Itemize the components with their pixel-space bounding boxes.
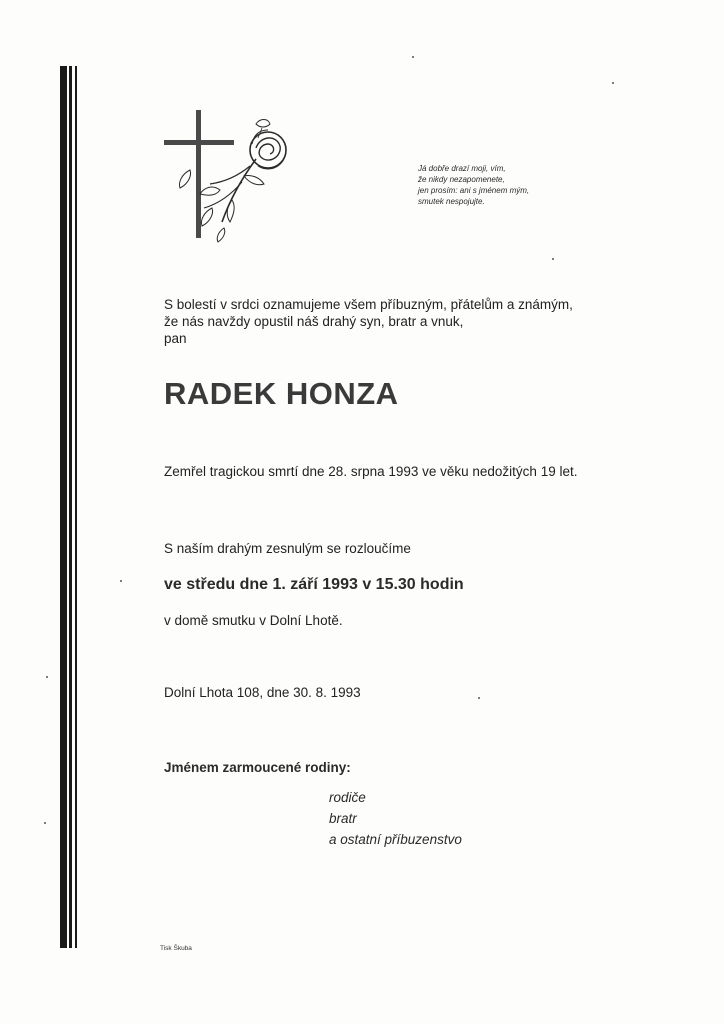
scan-speck — [120, 580, 122, 582]
farewell-intro: S naším drahým zesnulým se rozloučíme — [164, 541, 411, 556]
family-heading: Jménem zarmoucené rodiny: — [164, 760, 351, 775]
scan-speck — [552, 258, 554, 260]
mourning-border-thick — [60, 66, 67, 948]
mourning-border-thin — [75, 66, 77, 948]
farewell-place: v domě smutku v Dolní Lhotě. — [164, 613, 343, 628]
scan-speck — [46, 676, 48, 678]
printer-credit: Tisk Škuba — [160, 945, 192, 952]
deceased-name: RADEK HONZA — [164, 376, 399, 411]
intro-line: že nás navždy opustil náš drahý syn, bratr a vnuk, — [164, 314, 464, 329]
intro-line: pan — [164, 331, 187, 346]
mourning-border-medium — [69, 66, 72, 948]
family-members-list — [329, 787, 462, 850]
family-member: a ostatní příbuzenstvo — [329, 832, 462, 847]
scan-speck — [612, 82, 614, 84]
scan-speck — [478, 697, 480, 699]
memorial-verse — [418, 163, 588, 207]
verse-line: Já dobře drazí moji, vím, — [418, 164, 506, 173]
verse-line: smutek nespojujte. — [418, 197, 485, 206]
death-notice: Zemřel tragickou smrtí dne 28. srpna 1993 ve věku nedožitých 19 let. — [164, 464, 578, 479]
scan-speck — [44, 822, 46, 824]
dateline: Dolní Lhota 108, dne 30. 8. 1993 — [164, 685, 361, 700]
announcement-intro — [164, 296, 573, 347]
scan-speck — [412, 56, 414, 58]
intro-line: S bolestí v srdci oznamujeme všem příbuzným, přátelům a známým, — [164, 297, 573, 312]
verse-line: že nikdy nezapomenete, — [418, 175, 505, 184]
farewell-datetime: ve středu dne 1. září 1993 v 15.30 hodin — [164, 576, 464, 593]
cross-with-rose-icon — [160, 104, 300, 244]
verse-line: jen prosím: ani s jménem mým, — [418, 186, 530, 195]
family-member: rodiče — [329, 790, 366, 805]
family-member: bratr — [329, 811, 357, 826]
